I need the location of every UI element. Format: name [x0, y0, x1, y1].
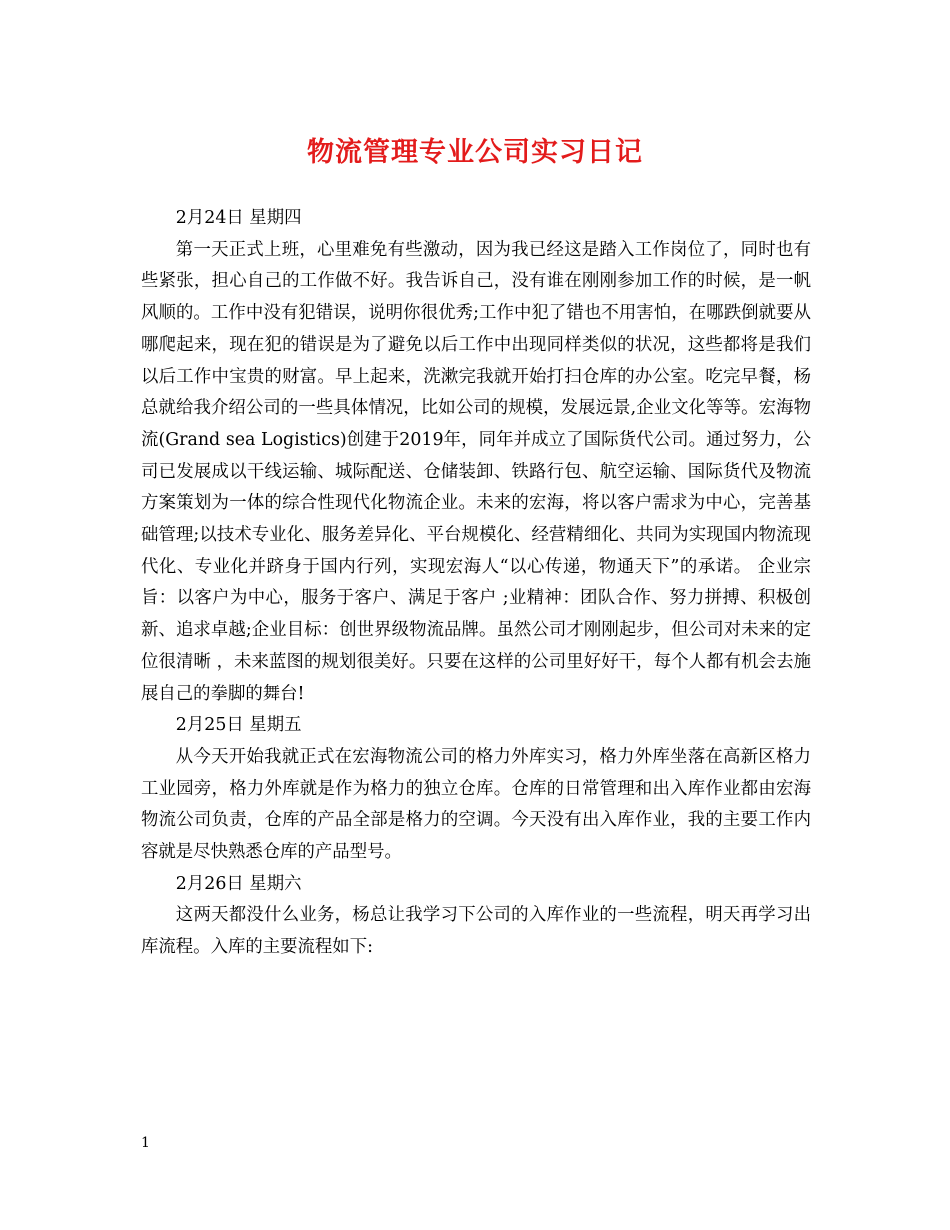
- diary-paragraph: 第一天正式上班，心里难免有些激动，因为我已经这是踏入工作岗位了，同时也有些紧张，担心自己的工作做不好。我告诉自己，没有谁在刚刚参加工作的时候，是一帆风顺的。工作中没有犯错误，说明你很优秀;工作中犯了错也不用害怕，在哪跌倒就要从哪爬起来，现在犯的错误是为了避免以后工作中出现同样类似的状况，这些都将是我们以后工作中宝贵的财富。早上起来，洗漱完我就开始打扫仓库的办公室。吃完早餐，杨总就给我介绍公司的一些具体情况，比如公司的规模，发展远景,企业文化等等。宏海物流(Grand sea Logistics)创建于2019年，同年并成立了国际货代公司。通过努力，公司已发展成以干线运输、城际配送、仓储装卸、铁路行包、航空运输、国际货代及物流方案策划为一体的综合性现代化物流企业。未来的宏海，将以客户需求为中心，完善基础管理;以技术专业化、服务差异化、平台规模化、经营精细化、共同为实现国内物流现代化、专业化并跻身于国内行列，实现宏海人“以心传递，物通天下”的承诺。 企业宗旨：以客户为中心，服务于客户、满足于客户 ;业精神：团队合作、努力拼搏、积极创新、追求卓越;企业目标：创世界级物流品牌。虽然公司才刚刚起步，但公司对未来的定位很清晰 ，未来蓝图的规划很美好。只要在这样的公司里好好干，每个人都有机会去施展自己的拳脚的舞台!: [141, 239, 811, 704]
- page-number: 1: [141, 1135, 150, 1151]
- document-title: 物流管理专业公司实习日记: [307, 137, 643, 168]
- diary-date-heading: 2月24日 星期四: [175, 208, 302, 228]
- document-body: [141, 203, 811, 964]
- diary-paragraph: 从今天开始我就正式在宏海物流公司的格力外库实习，格力外库坐落在高新区格力工业园旁，格力外库就是作为格力的独立仓库。仓库的日常管理和出入库作业都由宏海物流公司负责，仓库的产品全部是格力的空调。今天没有出入库作业，我的主要工作内容就是尽快熟悉仓库的产品型号。: [141, 746, 811, 863]
- diary-date-heading: 2月25日 星期五: [175, 715, 302, 736]
- diary-date-heading: 2月26日 星期六: [175, 873, 302, 894]
- diary-paragraph: 这两天都没什么业务，杨总让我学习下公司的入库作业的一些流程，明天再学习出库流程。入库的主要流程如下:: [141, 905, 811, 958]
